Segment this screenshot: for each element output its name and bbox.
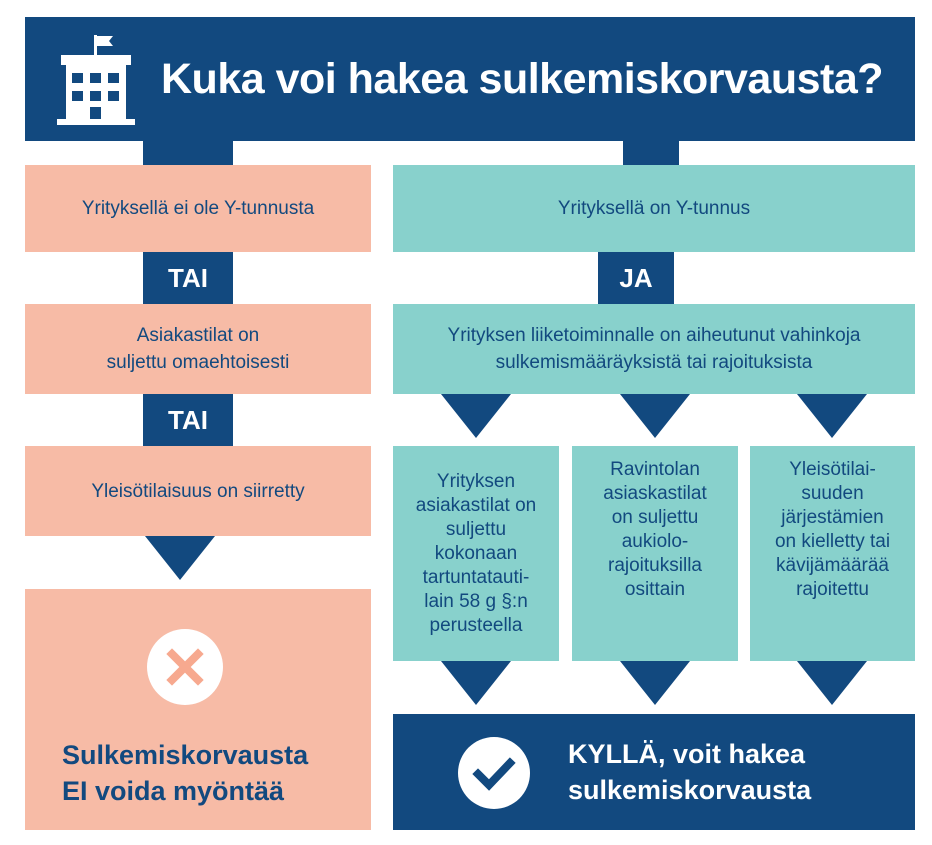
col2-line: asiaskastilat [603, 483, 707, 504]
approved-line-1: KYLLÄ, voit hakea [568, 739, 806, 769]
damage-caused-box [393, 304, 915, 394]
col3-line: kävijämäärää [776, 555, 889, 576]
and-connector [598, 252, 674, 304]
premises-line-1: Asiakastilat on [136, 325, 260, 346]
building-flag-icon [55, 33, 137, 129]
damage-line-2: sulkemismääräyksistä tai rajoituksista [495, 352, 813, 373]
arrow-down-col1-bottom [441, 661, 511, 705]
result-rejected-text [62, 737, 308, 809]
col3-line: on kielletty tai [774, 531, 891, 552]
criteria-event-restricted [750, 446, 915, 661]
damage-line-1: Yrityksen liiketoiminnalle on aiheutunut vahinkoja [447, 325, 861, 346]
arrow-down-col2-top [620, 394, 690, 438]
check-circle-icon [456, 735, 532, 811]
page-title: Kuka voi hakea sulkemiskorvausta? [161, 54, 884, 103]
col2-line: on suljettu [611, 507, 699, 528]
or-label-1: TAI [168, 262, 208, 293]
col2-line: rajoituksilla [608, 555, 702, 576]
and-label: JA [619, 262, 653, 293]
premises-closed-voluntarily-box [25, 304, 371, 394]
rejected-line-1: Sulkemiskorvausta [62, 740, 309, 770]
col3-line: Yleisötilai- [789, 459, 876, 480]
col1-line: suljettu [445, 518, 507, 540]
col2-line: osittain [624, 579, 686, 600]
arrow-down-col3-top [797, 394, 867, 438]
col3-line: rajoitettu [796, 579, 869, 600]
has-business-id-box [393, 165, 915, 252]
header-banner [25, 17, 915, 141]
arrow-down-col2-bottom [620, 661, 690, 705]
criteria-restaurant-restricted [572, 446, 738, 661]
event-postponed-box [25, 446, 371, 536]
approved-line-2: sulkemiskorvausta [568, 775, 812, 805]
col3-line: suuden [801, 483, 864, 504]
col2-line: aukiolo- [621, 531, 689, 552]
no-business-id-text: Yrityksellä ei ole Y-tunnusta [81, 198, 315, 219]
criteria-fully-closed [393, 446, 559, 661]
col3-line: järjestämien [781, 507, 884, 528]
result-rejected-box [25, 589, 371, 830]
has-business-id-text: Yrityksellä on Y-tunnus [557, 198, 751, 219]
arrow-down-col3-bottom [797, 661, 867, 705]
rejected-line-2: EI voida myöntää [62, 776, 285, 806]
col1-line: kokonaan [434, 542, 518, 564]
right-stem [623, 141, 679, 165]
event-postponed-text: Yleisötilaisuus on siirretty [91, 480, 305, 502]
col1-line: Yrityksen [436, 470, 516, 492]
or-connector-1 [143, 252, 233, 304]
arrow-down-left [145, 536, 215, 580]
result-approved-box [393, 714, 915, 830]
col1-line: perusteella [429, 614, 523, 636]
or-connector-2 [143, 394, 233, 446]
col1-line: asiakastilat on [415, 494, 537, 516]
result-approved-text [568, 736, 811, 808]
no-business-id-box [25, 165, 371, 252]
x-circle-icon [145, 627, 225, 707]
col1-line: lain 58 g §:n [424, 590, 528, 612]
col2-line: Ravintolan [610, 459, 700, 480]
or-label-2: TAI [168, 404, 208, 435]
premises-line-2: suljettu omaehtoisesti [106, 352, 290, 373]
left-stem [143, 141, 233, 165]
col1-line: tartuntatauti- [422, 566, 530, 588]
arrow-down-col1-top [441, 394, 511, 438]
